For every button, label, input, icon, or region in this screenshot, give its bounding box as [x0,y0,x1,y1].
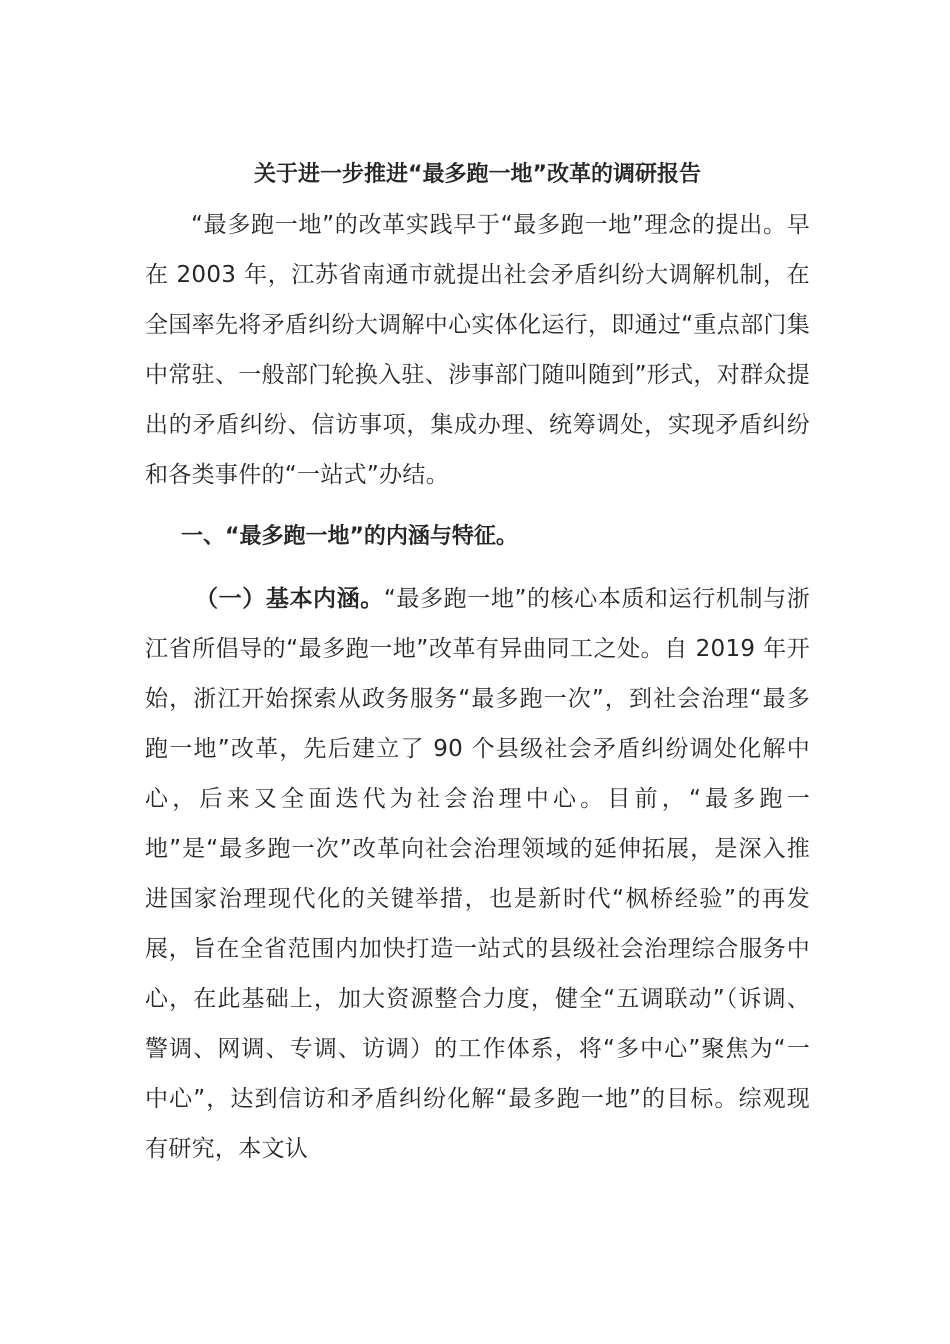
subsection-paragraph [145,574,810,1174]
document-page [145,150,810,1174]
section-heading: 一、“最多跑一地”的内涵与特征。 [181,524,518,549]
subsection-label: （一）基本内涵。 [195,586,384,612]
subsection-body: “最多跑一地”的核心本质和运行机制与浙江省所倡导的“最多跑一地”改革有异曲同工之处。自 2019 年开始，浙江开始探索从政务服务“最多跑一次”，到社会治理“最多跑一地”改革，先后建立了 90 个县级社会矛盾纠纷调处化解中心，后来又全面迭代为社会治理中心。目前，“最多跑一地”是“最多跑一次”改革向社会治理领域的延伸拓展，是深入推进国家治理现代化的关键举措，也是新时代“枫桥经验”的再发展，旨在全省范围内加快打造一站式的县级社会治理综合服务中心，在此基础上，加大资源整合力度，健全“五调联动”（诉调、警调、网调、专调、访调）的工作体系，将“多中心”聚焦为“一中心”，达到信访和矛盾纠纷化解“最多跑一地”的目标。综观现有研究，本文认 [145,586,811,1162]
document-title: 关于进一步推进“最多跑一地”改革的调研报告 [254,162,701,187]
intro-paragraph: “最多跑一地”的改革实践早于“最多跑一地”理念的提出。早在 2003 年，江苏省南通市就提出社会矛盾纠纷大调解机制，在全国率先将矛盾纠纷大调解中心实体化运行，即通过“重点部门集中常驻、一般部门轮换入驻、涉事部门随叫随到”形式，对群众提出的矛盾纠纷、信访事项，集成办理、统筹调处，实现矛盾纠纷和各类事件的“一站式”办结。 [145,212,810,488]
